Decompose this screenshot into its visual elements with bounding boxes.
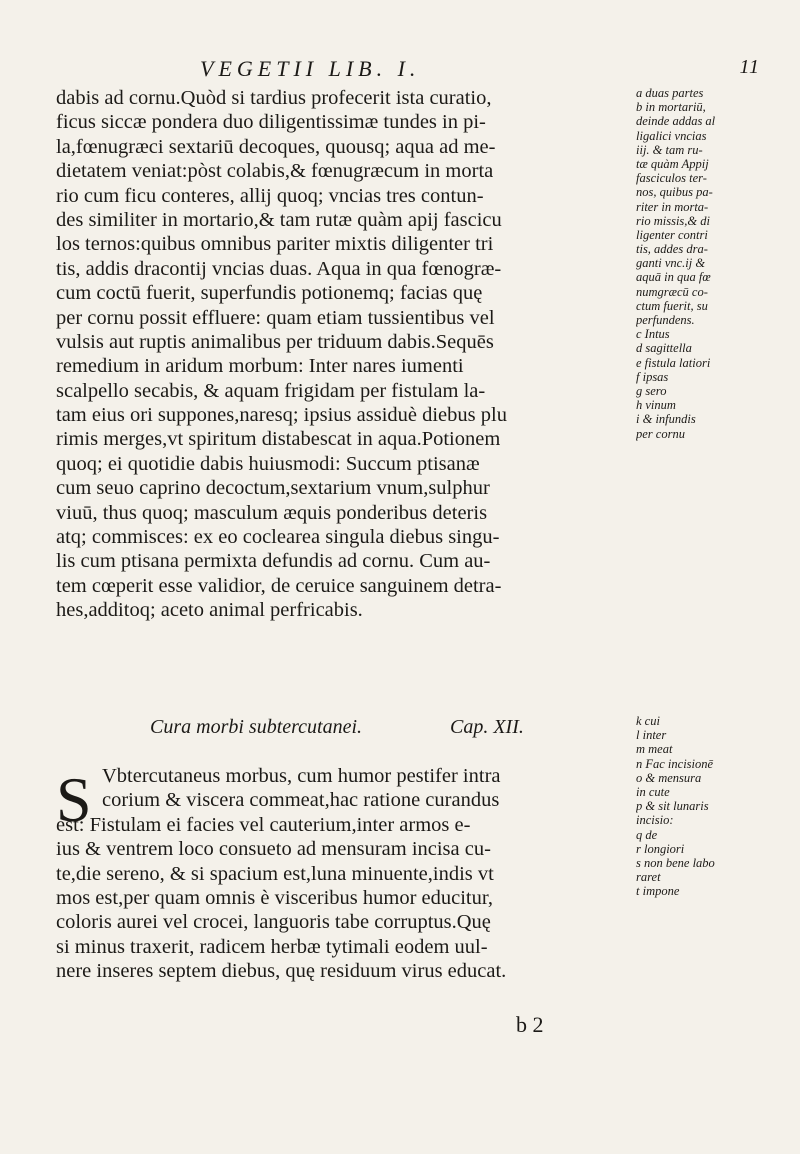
text-line: Vbtercutaneus morbus, cum humor pestifer intra [102,765,501,787]
text-line: si minus traxerit, radicem herbæ tytimali eodem uul- [56,935,488,958]
text-line: la,fœnugræci sextariū decoques, quousq; aqua ad me- [56,135,496,158]
text-line: numgræcū co- [636,284,708,299]
text-line: deinde addas al [636,114,716,129]
chapter-title: Cura morbi subtercutanei. [150,716,363,738]
text-line: tis, addis dracontij vncias duas. Aqua in qua fœnogræ- [56,257,502,280]
text-line: est: Fistulam ei facies vel cauterium,inter armos e- [56,813,471,836]
text-line: fasciculos ter- [636,171,707,186]
text-line: vulsis aut ruptis animalibus per triduum dabis.Sequēs [56,330,494,353]
chapter-heading [150,716,630,746]
text-line: ligenter contri [636,227,708,242]
text-line: f ipsas [636,369,669,384]
text-line: nere inseres septem diebus, quę residuum virus educat. [56,960,507,983]
running-title: VEGETII LIB. I. [200,56,421,81]
chapter-number: Cap. XII. [450,716,524,738]
text-line: aquā in qua fœ [636,270,711,285]
text-line: coloris aurei vel crocei, languoris tabe corruptus.Quę [56,911,491,934]
text-line: q de [636,827,658,842]
text-line: viuū, thus quoq; masculum æquis ponderibus deteris [56,501,488,524]
text-line: nos, quibus pa- [636,185,713,200]
text-line: iij. & tam ru- [636,142,703,157]
text-line: hes,additoq; aceto animal perfricabis. [56,599,363,622]
text-line: i & infundis [636,412,696,427]
text-line: cum seuo caprino decoctum,sextarium vnum,sulphur [56,477,490,500]
text-line: ctum fuerit, su [636,298,708,313]
text-line: g sero [636,383,667,398]
text-line: rio missis,& di [636,213,710,228]
page-header [200,56,760,86]
text-line: t impone [636,884,680,899]
text-line: per cornu possit effluere: quam etiam tussientibus vel [56,306,495,329]
text-line: tæ quàm Appij [636,156,709,171]
text-line: tam eius ori suppones,naresq; ipsius assiduè diebus plu [56,404,507,427]
text-line: b in mortariū, [636,100,706,115]
text-line: d sagittella [636,341,692,356]
text-line: ficus siccæ pondera duo diligentissimæ tundes in pi- [56,111,486,134]
text-line: quoq; ei quotidie dabis huiusmodi: Succum ptisanæ [56,452,480,475]
text-line: r longiori [636,841,685,856]
text-line: corium & viscera commeat,hac ratione curandus [102,789,500,812]
text-line: lis cum ptisana permixta defundis ad cornu. Cum au- [56,550,491,573]
text-line: o & mensura [636,770,702,785]
chapter-marginal-notes [636,714,776,898]
text-line: l inter [636,728,667,743]
text-line: des similiter in mortario,& tam rutæ quàm apij fascicu [56,208,502,231]
text-line: dietatem veniat:pòst colabis,& fœnugræcum in morta [56,160,494,183]
text-line: p & sit lunaris [636,799,709,814]
text-line: remedium in aridum morbum: Inter nares iumenti [56,355,464,378]
text-line: te,die sereno, & si spacium est,luna minuente,indis vt [56,862,494,885]
text-line: cum coctū fuerit, superfundis potionemq; facias quę [56,282,483,305]
text-line: rio cum ficu conteres, allij quoq; vncias tres contun- [56,184,484,207]
text-line: incisio: [636,813,674,828]
text-line: per cornu [636,426,685,441]
text-line: ius & ventrem loco consueto ad mensuram incisa cu- [56,838,491,861]
text-line: los ternos:quibus omnibus pariter mixtis diligenter tri [56,233,494,256]
folio-number: 11 [739,56,760,78]
text-line: scalpello secabis, & aquam frigidam per fistulam la- [56,379,486,402]
text-line: raret [636,870,661,885]
text-line: tis, addes dra- [636,242,708,257]
text-line: tem cœperit esse validior, de ceruice sanguinem detra- [56,574,502,597]
text-line: a duas partes [636,86,704,100]
text-line: mos est,per quam omnis è visceribus humor educitur, [56,886,493,909]
text-line: e fistula latiori [636,355,711,370]
text-line: atq; commisces: ex eo coclearea singula diebus singu- [56,526,500,549]
signature-mark: b 2 [516,1012,544,1037]
drop-capital: S [56,764,92,835]
main-text-block [56,86,628,623]
text-line: n Fac incisionē [636,756,714,771]
chapter-text-block [56,764,628,984]
text-line: ganti vnc.ij & [636,256,706,271]
text-line: h vinum [636,398,676,413]
text-line: c Intus [636,327,670,342]
text-line: perfundens. [636,313,695,327]
text-line: dabis ad cornu.Quòd si tardius profecerit ista curatio, [56,87,492,109]
text-line: in cute [636,784,670,799]
text-line: s non bene labo [636,855,715,870]
text-line: rimis merges,vt spiritum distabescat in aqua.Potionem [56,428,501,451]
marginal-notes [636,86,776,441]
text-line: ligalici vncias [636,128,707,143]
text-line: m meat [636,742,673,757]
text-line: k cui [636,714,660,728]
text-line: riter in morta- [636,199,709,214]
